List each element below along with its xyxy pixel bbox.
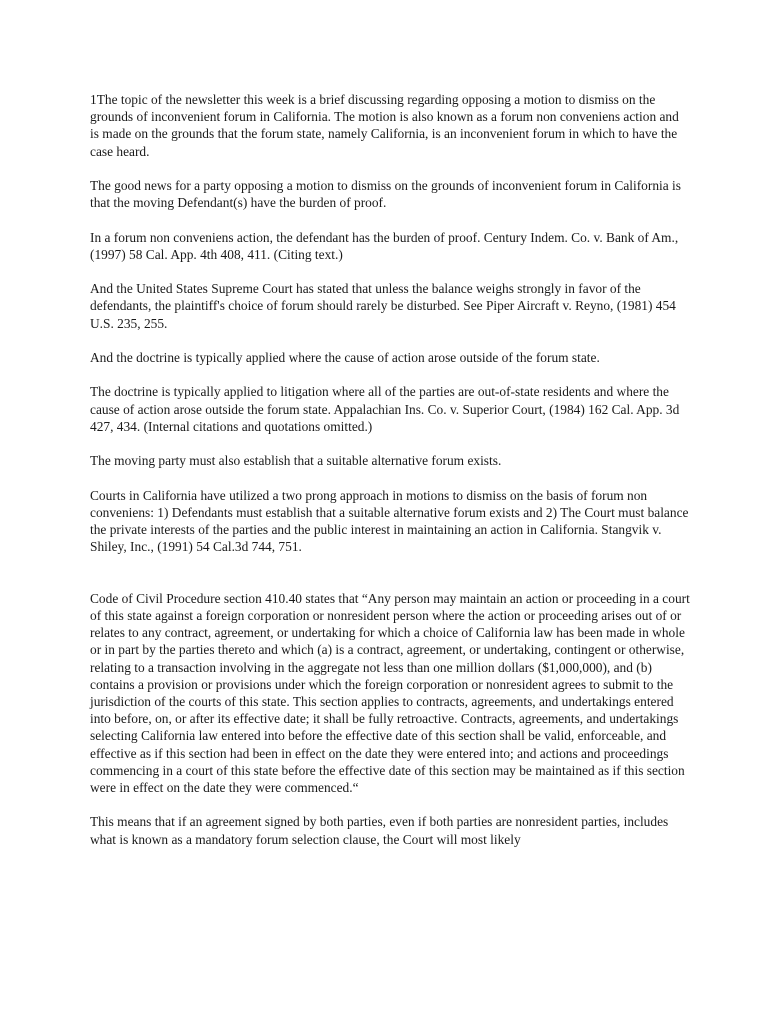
paragraph-two-prong: Courts in California have utilized a two prong approach in motions to dismiss on the basis of forum non conveniens: 1) Defendants must establish that a suitable alternative forum exists and 2) The Court must balance the private interests of the parties and the public interest in maintaining an action in California. Stangvik v. Shiley, Inc., (1991) 54 Cal.3d 744, 751. (90, 487, 689, 555)
paragraph-burden-of-proof: In a forum non conveniens action, the defendant has the burden of proof. Century Indem. Co. v. Bank of Am., (1997) 58 Cal. App. 4th 408, 411. (Citing text.) (90, 229, 679, 262)
paragraph-meaning: This means that if an agreement signed by both parties, even if both parties are nonresident parties, includes what is known as a mandatory forum selection clause, the Court will most likely (90, 814, 669, 847)
paragraph-doctrine-litigation: The doctrine is typically applied to litigation where all of the parties are out-of-state residents and where the cause of action arose outside the forum state. Appalachian Ins. Co. v. Superior Court, (1984) 162 Cal. App. 3d 427, 434. (Internal citations and quotations omitted.) (90, 384, 680, 434)
paragraph-alternative-forum: The moving party must also establish that a suitable alternative forum exists. (90, 453, 502, 469)
paragraph-supreme-court: And the United States Supreme Court has stated that unless the balance weighs strongly in favor of the defendants, the plaintiff's choice of forum should rarely be disturbed. See Piper Aircraft v. Reyno, (1981) 454 U.S. 235, 255. (90, 281, 676, 331)
paragraph-code-section: Code of Civil Procedure section 410.40 states that “Any person may maintain an action or proceeding in a court of this state against a foreign corporation or nonresident person where the action or proceeding arises out of or relates to any contract, agreement, or undertaking for which a choice of California law has been made in whole or in part by the parties thereto and which (a) is a contract, agreement, or undertaking, contingent or otherwise, relating to a transaction involving in the aggregate not less than one million dollars ($1,000,000), and (b) contains a provision or provisions under which the foreign corporation or nonresident agrees to submit to the jurisdiction of the courts of this state. This section applies to contracts, agreements, and undertakings entered into before, on, or after its effective date; it shall be fully retroactive. Contracts, agreements, and undertakings selecting California law entered into before the effective date of this section shall be valid, enforceable, and effective as if this section had been in effect on the date they were entered into; and actions and proceedings commencing in a court of this state before the effective date of this section may be maintained as if this section were in effect on the date they were commenced.“ (90, 590, 690, 795)
paragraph-good-news: The good news for a party opposing a motion to dismiss on the grounds of inconvenient forum in California is that the moving Defendant(s) have the burden of proof. (90, 178, 681, 211)
document-page (90, 91, 690, 865)
paragraph-intro: 1The topic of the newsletter this week is a brief discussing regarding opposing a motion to dismiss on the grounds of inconvenient forum in California. The motion is also known as a forum non conveniens action and is made on the grounds that the forum state, namely California, is an inconvenient forum in which to have the case heard. (90, 92, 679, 159)
paragraph-doctrine-applied: And the doctrine is typically applied where the cause of action arose outside of the forum state. (90, 349, 600, 365)
